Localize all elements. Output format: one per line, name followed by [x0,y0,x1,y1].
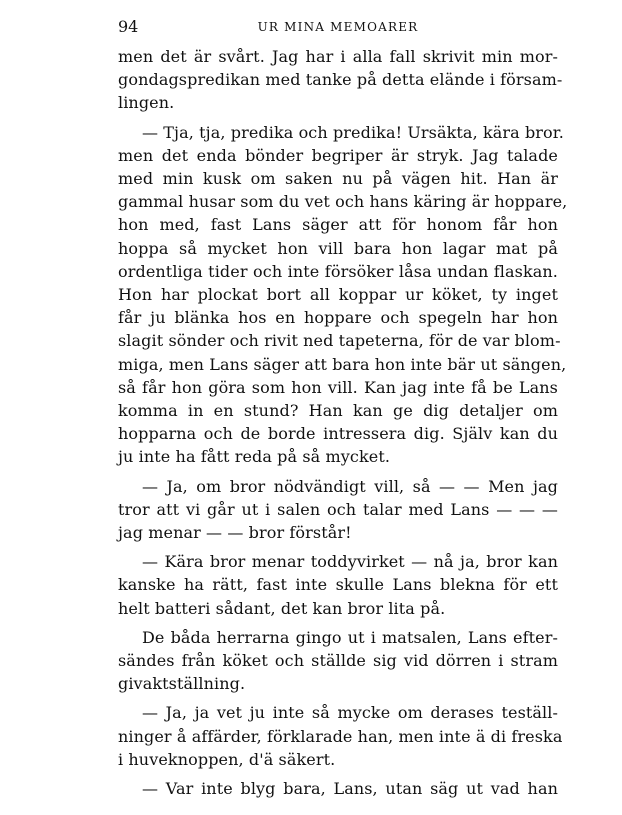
running-head [118,16,558,38]
paragraph [118,475,558,545]
text-line: lingen. [118,93,175,113]
text-line: kanske ha rätt, fast inte skulle Lans blekna för ett [118,575,558,595]
paragraph [118,626,558,696]
text-line: gondagspredikan med tanke på detta elände i försam- [118,70,563,90]
text-line: helt batteri sådant, det kan bror lita på. [118,598,446,618]
text-line: — Kära bror menar toddyvirket — nå ja, bror kan [142,552,558,572]
text-line: — Ja, om bror nödvändigt vill, så — — Men jag [142,476,558,496]
page-number: 94 [118,17,139,36]
text-line: komma in en stund? Han kan ge dig detaljer om [118,401,558,421]
text-line: De båda herrarna gingo ut i matsalen, Lans efter- [142,627,558,647]
paragraph [118,777,558,800]
text-line: slagit sönder och rivit ned tapeterna, för de var blom- [118,331,561,351]
text-line: tror att vi går ut i salen och talar med Lans — — — [118,499,558,519]
book-page [118,16,568,800]
text-line: ninger å affärder, förklarade han, men inte ä di freska [118,726,563,746]
text-line: men det är svårt. Jag har i alla fall skrivit min mor- [118,47,558,66]
text-line: får ju blänka hos en hoppare och spegeln har hon [118,308,558,328]
text-line: så får hon göra som hon vill. Kan jag inte få be Lans [118,377,558,397]
text-line: gammal husar som du vet och hans käring är hoppare, [118,192,568,212]
text-line: — Ja, ja vet ju inte så mycke om derases teställ- [142,703,558,723]
text-line: givaktställning. [118,674,246,694]
text-line: Hon har plockat bort all koppar ur köket, ty inget [118,285,558,305]
text-line: ju inte ha fått reda på så mycket. [118,447,391,467]
text-line: hon med, fast Lans säger att för honom får hon [118,215,558,235]
running-title: UR MINA MEMOARER [257,20,419,34]
text-line: sändes från köket och ställde sig vid dörren i stram [118,651,558,671]
text-line: jag menar — — bror förstår! [118,523,352,543]
text-line: men det enda bönder begriper är stryk. Jag talade [118,145,558,165]
text-line: — Var inte blyg bara, Lans, utan säg ut vad han [142,779,558,799]
text-line: — Tja, tja, predika och predika! Ursäkta, kära bror. [142,122,564,142]
body-text [118,45,568,800]
paragraph [118,121,568,469]
paragraph [118,701,563,771]
text-line: miga, men Lans säger att bara hon inte bär ut sängen, [118,354,567,374]
paragraph [118,550,558,620]
text-line: med min kusk om saken nu på vägen hit. Han är [118,169,558,189]
text-line: ordentliga tider och inte försöker låsa undan flaskan. [118,261,558,281]
paragraph [118,45,563,115]
text-line: i huveknoppen, d'ä säkert. [118,749,336,769]
text-line: hoppa så mycket hon vill bara hon lagar mat på [118,238,558,258]
text-line: hopparna och de borde intressera dig. Själv kan du [118,424,558,444]
